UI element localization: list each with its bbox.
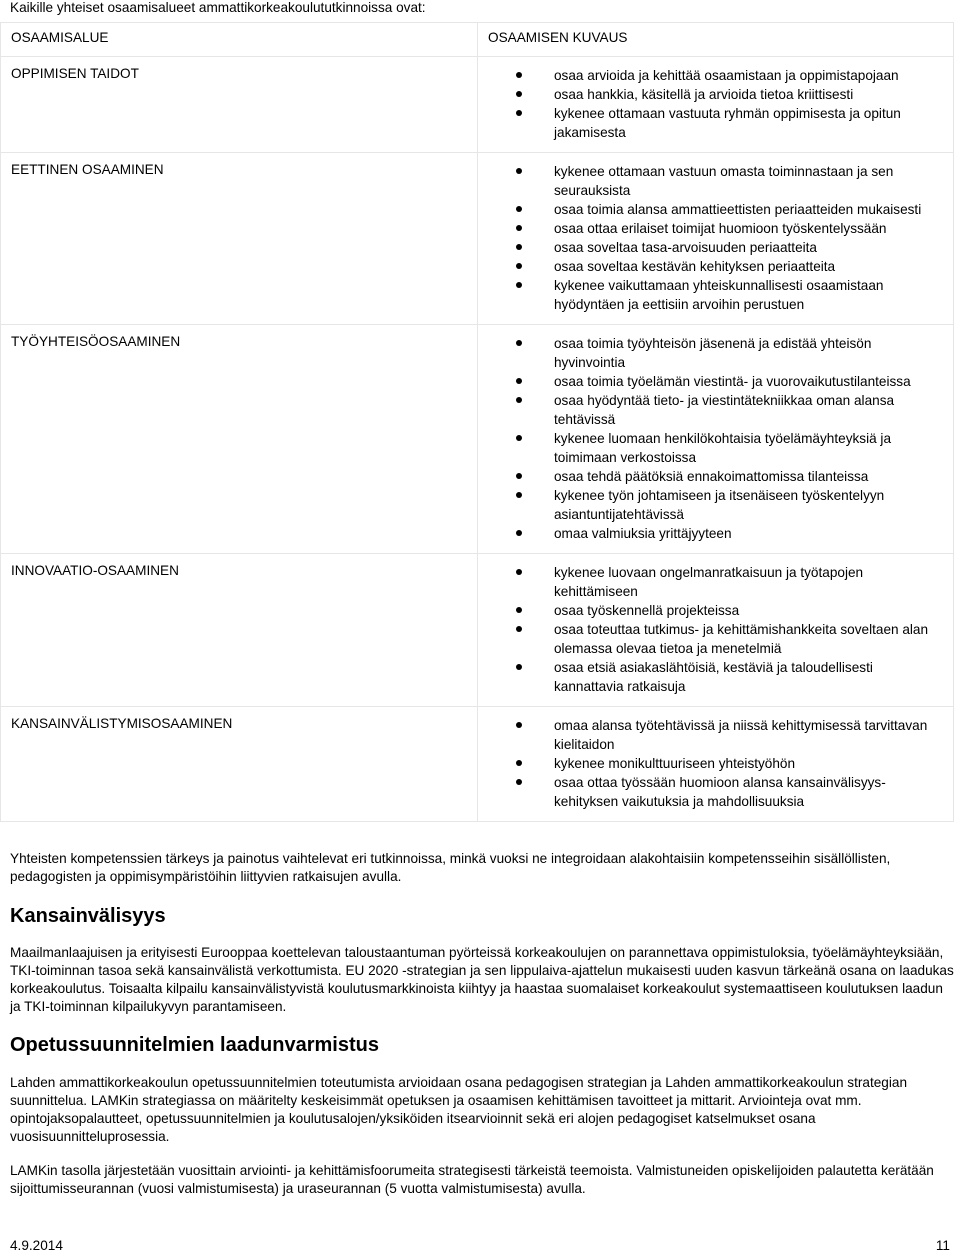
list-item: osaa toteuttaa tutkimus- ja kehittämishankkeita soveltaen alan olemassa olevaa tietoa ja menetelmiä — [554, 620, 943, 658]
header-cell-desc — [478, 23, 954, 57]
list-item: osaa työskennellä projekteissa — [554, 601, 943, 620]
desc-list — [478, 554, 953, 706]
list-item: osaa hankkia, käsitellä ja arvioida tietoa kriittisesti — [554, 85, 943, 104]
footer-date: 4.9.2014 — [10, 1238, 63, 1253]
list-item: osaa toimia työyhteisön jäsenenä ja edistää yhteisön hyvinvointia — [554, 334, 943, 372]
desc-cell — [478, 554, 954, 707]
area-cell — [1, 153, 478, 325]
area-cell — [1, 57, 478, 153]
desc-list — [478, 57, 953, 152]
desc-list — [478, 153, 953, 324]
list-item: kykenee monikulttuuriseen yhteistyöhön — [554, 754, 943, 773]
table-row — [1, 57, 954, 153]
list-item: osaa soveltaa tasa-arvoisuuden periaatteita — [554, 238, 943, 257]
desc-list — [478, 325, 953, 553]
table-row — [1, 325, 954, 554]
section-text-laadunvarmistus-2: LAMKin tasolla järjestetään vuosittain arviointi- ja kehittämisfoorumeita strategisesti tärkeistä teemoista. Valmistuneiden opiskelijoiden palautetta kerätään sijoittumisseurannan (vuosi valmistumisesta) ja uraseurannan (5 vuotta valmistumisesta) avulla. — [10, 1163, 934, 1196]
list-item: kykenee ottamaan vastuuta ryhmän oppimisesta ja opitun jakamisesta — [554, 104, 943, 142]
list-item: osaa ottaa erilaiset toimijat huomioon työskentelyssään — [554, 219, 943, 238]
list-item: osaa arvioida ja kehittää osaamistaan ja oppimistapojaan — [554, 66, 943, 85]
list-item: omaa valmiuksia yrittäjyyteen — [554, 524, 943, 543]
competence-table — [0, 22, 954, 822]
desc-cell — [478, 707, 954, 822]
table-row — [1, 707, 954, 822]
table-row — [1, 153, 954, 325]
desc-cell — [478, 57, 954, 153]
list-item: osaa toimia työelämän viestintä- ja vuorovaikutustilanteissa — [554, 372, 943, 391]
list-item: osaa soveltaa kestävän kehityksen periaatteita — [554, 257, 943, 276]
area-label: KANSAINVÄLISTYMISOSAAMINEN — [11, 716, 233, 731]
list-item: kykenee vaikuttamaan yhteiskunnallisesti osaamistaan hyödyntäen ja eettisiin arvoihin perustuen — [554, 276, 943, 314]
list-item: osaa tehdä päätöksiä ennakoimattomissa tilanteissa — [554, 467, 943, 486]
area-cell — [1, 325, 478, 554]
list-item: kykenee ottamaan vastuun omasta toiminnastaan ja sen seurauksista — [554, 162, 943, 200]
list-item: kykenee luomaan henkilökohtaisia työelämäyhteyksiä ja toimimaan verkostoissa — [554, 429, 943, 467]
header-desc: OSAAMISEN KUVAUS — [488, 30, 628, 45]
section-title-kansainvalisyys: Kansainvälisyys — [10, 905, 166, 927]
table-header-row — [1, 23, 954, 57]
header-area: OSAAMISALUE — [11, 30, 109, 45]
area-label: INNOVAATIO-OSAAMINEN — [11, 563, 179, 578]
after-table-paragraph: Yhteisten kompetenssien tärkeys ja painotus vaihtelevat eri tutkinnoissa, minkä vuoksi ne integroidaan alakohtaisiin kompetensseihin sisällöllisten, pedagogisten ja oppimisympäristöihin liittyvien ratkaisujen avulla. — [10, 851, 891, 884]
intro-text: Kaikille yhteiset osaamisalueet ammattikorkeakoulututkinnoissa ovat: — [10, 0, 426, 15]
list-item: kykenee luovaan ongelmanratkaisuun ja työtapojen kehittämiseen — [554, 563, 943, 601]
section-text-laadunvarmistus-1: Lahden ammattikorkeakoulun opetussuunnitelmien toteutumista arvioidaan osana pedagogisen strategian ja Lahden ammattikorkeakoulun strategian suunnittelua. LAMKin strategiassa on määritelty keskeisimmät opetuksen ja osaamisen kehittämisen tavoitteet ja mittarit. Arviointeja ovat mm. opintojaksopalautteet, opetussuunnitelmien ja koulutusalojen/yksiköiden itsearvioinnit sekä eri alojen pedagogiset katselmukset osana vuosisuunnitteluprosessia. — [10, 1075, 908, 1144]
table-row — [1, 554, 954, 707]
section-title-laadunvarmistus: Opetussuunnitelmien laadunvarmistus — [10, 1034, 379, 1056]
footer-page-number: 11 — [935, 1238, 950, 1253]
desc-cell — [478, 325, 954, 554]
header-cell-area — [1, 23, 478, 57]
list-item: omaa alansa työtehtävissä ja niissä kehittymisessä tarvittavan kielitaidon — [554, 716, 943, 754]
area-cell — [1, 554, 478, 707]
list-item: osaa hyödyntää tieto- ja viestintätekniikkaa oman alansa tehtävissä — [554, 391, 943, 429]
desc-cell — [478, 153, 954, 325]
list-item: osaa toimia alansa ammattieettisten periaatteiden mukaisesti — [554, 200, 943, 219]
area-label: EETTINEN OSAAMINEN — [11, 162, 164, 177]
list-item: osaa etsiä asiakaslähtöisiä, kestäviä ja taloudellisesti kannattavia ratkaisuja — [554, 658, 943, 696]
section-text-kansainvalisyys: Maailmanlaajuisen ja erityisesti Eurooppaa koettelevan taloustaantuman pyörteissä korkeakoulujen on parannettava oppimistuloksia, työelämäyhteyksiään, TKI-toiminnan tasoa sekä kansainvälistä verkottumista. EU 2020 -strategian ja sen lippulaiva-ajattelun mukaisesti uuden kasvun tärkeänä osana on laadukas korkeakoulutus. Toisaalta kilpailu kansainvälistyvistä koulutusmarkkinoista kiihtyy ja haastaa suomalaiset korkeakoulut systemaattiseen koulutuksen laadun ja TKI-toiminnan kilpailukyvyn parantamiseen. — [10, 945, 954, 1014]
desc-list — [478, 707, 953, 821]
area-cell — [1, 707, 478, 822]
list-item: kykenee työn johtamiseen ja itsenäiseen työskentelyyn asiantuntijatehtävissä — [554, 486, 943, 524]
list-item: osaa ottaa työssään huomioon alansa kansainvälisyys-kehityksen vaikutuksia ja mahdollisuuksia — [554, 773, 943, 811]
area-label: OPPIMISEN TAIDOT — [11, 66, 139, 81]
area-label: TYÖYHTEISÖOSAAMINEN — [11, 334, 181, 349]
